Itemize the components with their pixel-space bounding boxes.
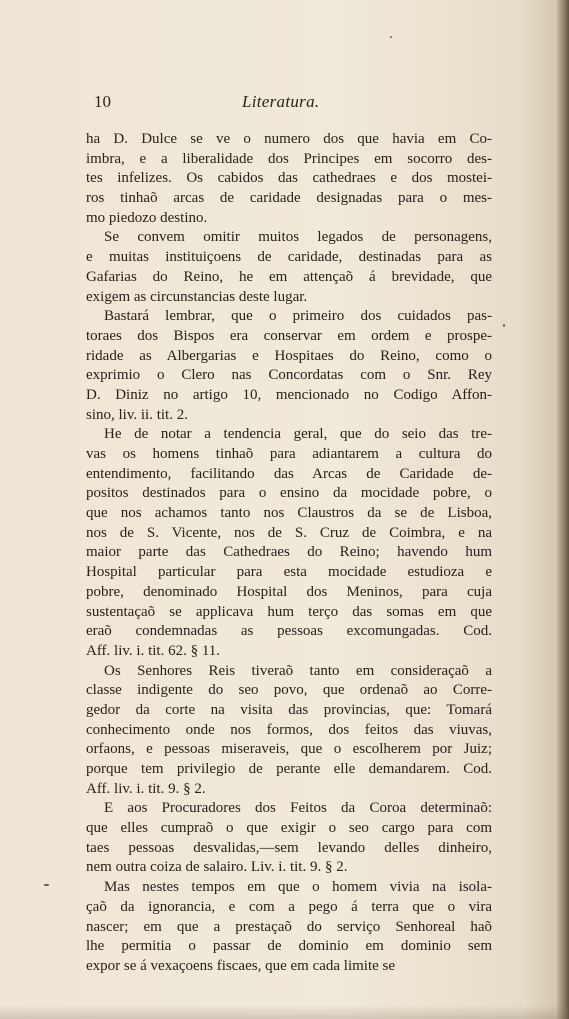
ink-speck	[390, 36, 392, 38]
page-number: 10	[94, 92, 111, 111]
text-line: ridade as Albergarias e Hospitaes do Reino, como o	[86, 347, 492, 364]
text-line: lhe permitia o passar de dominio em dominio sem	[86, 938, 492, 955]
paragraph	[86, 662, 492, 800]
text-line: entendimento, facilitando das Arcas de Caridade de-	[86, 465, 492, 482]
page-header	[94, 92, 494, 116]
text-line: porque tem privilegio de perante elle demandarem. Cod.	[86, 761, 492, 777]
text-line: taes pessoas desvalidas,—sem levando delles dinheiro,	[86, 839, 492, 856]
body-text	[86, 130, 492, 977]
text-line: He de notar a tendencia geral, que do seio das tre-	[104, 426, 492, 443]
text-line: ros tinhaõ arcas de caridade designadas para o mes-	[86, 190, 492, 207]
text-line: maior parte das Cathedraes do Reino; havendo hum	[86, 544, 492, 561]
text-line: nos de S. Vicente, nos de S. Cruz de Coimbra, e na	[86, 524, 492, 541]
paragraph	[86, 228, 492, 307]
text-line: classe indigente do seo povo, que ordenaõ ao Corre-	[86, 682, 492, 699]
text-line: Bastará lembrar, que o primeiro dos cuidados pas-	[104, 308, 492, 325]
text-line: çaõ da ignorancia, e com a pego á terra que o vira	[86, 898, 492, 915]
running-title: Literatura.	[242, 92, 320, 111]
paragraph	[86, 130, 492, 228]
text-line: orfaons, e pessoas miseraveis, que o escolherem por Juiz;	[86, 741, 492, 758]
page-edge-shadow	[557, 0, 569, 1019]
text-line: tes infelizes. Os cabidos das cathedraes e dos mostei-	[86, 170, 492, 187]
text-line: toraes dos Bispos era conservar em ordem e prospe-	[86, 327, 492, 344]
text-line: gedor da corte na visita das provincias, que: Tomará	[86, 701, 492, 718]
text-line: exigem as circunstancias deste lugar.	[86, 288, 308, 305]
text-line: Hospital particular para esta mocidade estudioza e	[86, 564, 492, 581]
ink-speck	[503, 324, 505, 327]
text-line: nem outra coiza de salairo. Liv. i. tit. 9. § 2.	[86, 859, 348, 876]
ink-speck	[44, 884, 49, 886]
paragraph	[86, 307, 492, 425]
page-bottom-shadow	[0, 1005, 569, 1019]
text-line: que nos achamos tanto nos Claustros da se de Lisboa,	[86, 505, 492, 522]
text-line: mo piedozo destino.	[86, 209, 208, 226]
text-line: Se convem omitir muitos legados de personagens,	[104, 229, 492, 246]
text-line: Os Senhores Reis tiveraõ tanto em consideraçaõ a	[104, 662, 492, 679]
text-line: e muitas instituiçoens de caridade, destinadas para as	[86, 249, 492, 266]
text-line: expor se á vexaçoens fiscaes, que em cada limite se	[86, 957, 396, 974]
text-line: pobre, denominado Hospital dos Meninos, para cuja	[86, 583, 492, 600]
text-line: Aff. liv. i. tit. 9. § 2.	[86, 780, 206, 797]
paragraph	[86, 425, 492, 661]
paragraph	[86, 878, 492, 976]
text-line: Gafarias do Reino, he em attençaõ á brevidade, que	[86, 268, 492, 285]
text-line: Aff. liv. i. tit. 62. § 11.	[86, 642, 221, 659]
text-line: vas os homens tinhaõ para adiantarem a cultura do	[86, 446, 492, 462]
text-line: conhecimento onde nos formos, dos feitos das viuvas,	[86, 721, 492, 738]
text-line: nascer; em que a prestaçaõ do serviço Senhoreal haõ	[86, 918, 492, 935]
text-line: que elles cumpraõ o que exigir o seo cargo para com	[86, 820, 492, 837]
text-line: Mas nestes tempos em que o homem vivia na isola-	[104, 879, 492, 896]
text-line: D. Diniz no artigo 10, mencionado no Codigo Affon-	[86, 386, 492, 403]
paragraph	[86, 799, 492, 878]
text-line: exprimio o Clero nas Concordatas com o Snr. Rey	[86, 367, 492, 384]
text-line: ha D. Dulce se ve o numero dos que havia em Co-	[86, 131, 492, 147]
text-line: eraõ condemnadas as pessoas excomungadas. Cod.	[86, 623, 492, 640]
text-line: sino, liv. ii. tit. 2.	[86, 406, 188, 423]
text-line: sustentaçaõ se applicava hum terço das somas em que	[86, 603, 492, 620]
text-line: positos destinados para o ensino da mocidade pobre, o	[86, 485, 492, 502]
text-line: imbra, e a liberalidade dos Principes em socorro des-	[86, 150, 492, 167]
text-line: E aos Procuradores dos Feitos da Coroa determinaõ:	[104, 800, 492, 817]
